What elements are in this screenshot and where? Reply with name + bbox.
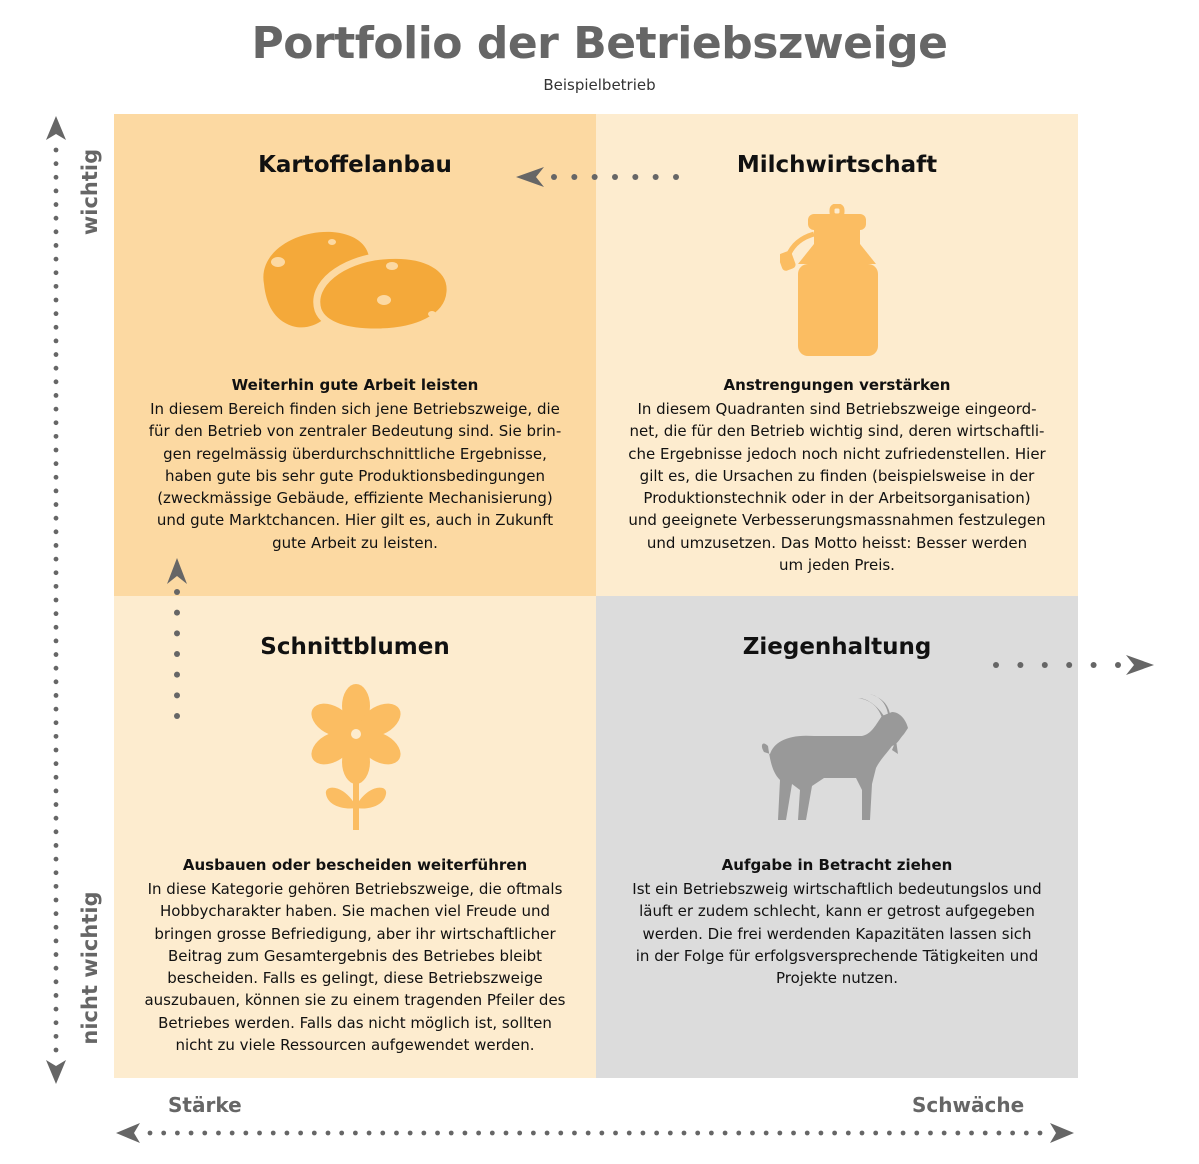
arrow-dot: [54, 748, 59, 753]
arrow-dot: [243, 1131, 248, 1136]
quadrant-heading: Ausbauen oder bescheiden weiterführen: [182, 856, 528, 874]
arrow-dot: [421, 1131, 426, 1136]
text-line: und gute Marktchancen. Hier gilt es, auch in Zukunft: [156, 511, 554, 530]
arrow-dot: [54, 789, 59, 794]
arrow-dot: [285, 1131, 290, 1136]
text-line: gen regelmässig überdurchschnittliche Ergebnisse,: [163, 444, 547, 463]
arrow-dot: [54, 420, 59, 425]
arrow-dot: [54, 939, 59, 944]
x-axis-right-label: Schwäche: [912, 1093, 1025, 1117]
arrow-dot: [54, 489, 59, 494]
arrow-dot: [54, 802, 59, 807]
arrow-dot: [54, 161, 59, 166]
text-line: In diese Kategorie gehören Betriebszweige, die oftmals: [147, 880, 563, 898]
text-line: auszubauen, können sie zu einem tragenden Pfeiler des: [144, 991, 566, 1010]
arrow-dot: [174, 672, 180, 678]
arrow-dot: [54, 270, 59, 275]
arrow-dot: [54, 339, 59, 344]
arrow-dot: [161, 1131, 166, 1136]
arrow-dot: [928, 1131, 933, 1136]
vertical-axis-arrow: [46, 116, 66, 1084]
arrow-dot: [54, 502, 59, 507]
arrow-dot: [54, 202, 59, 207]
arrow-dot: [54, 393, 59, 398]
arrow-dot: [476, 1131, 481, 1136]
text-line: um jeden Preis.: [779, 556, 895, 575]
quadrant-heading: Anstrengungen verstärken: [723, 376, 951, 394]
arrow-dot: [54, 325, 59, 330]
arrow-dot: [54, 1034, 59, 1039]
arrow-dot: [54, 884, 59, 889]
arrow-dot: [54, 257, 59, 262]
arrow-dot: [54, 625, 59, 630]
arrow-dot: [54, 216, 59, 221]
arrow-dot: [435, 1131, 440, 1136]
arrow-dot: [653, 174, 659, 180]
arrow-dot: [1038, 1131, 1043, 1136]
arrow-dot: [54, 352, 59, 357]
arrow-dot: [54, 175, 59, 180]
arrow-dot: [216, 1131, 221, 1136]
arrow-dot: [805, 1131, 810, 1136]
arrow-dot: [54, 543, 59, 548]
y-axis-top-label: wichtig: [78, 148, 102, 236]
arrow-dot: [1042, 662, 1048, 668]
arrow-dot: [54, 461, 59, 466]
arrow-dot: [54, 925, 59, 930]
arrow-dot: [54, 979, 59, 984]
text-line: für den Betrieb von zentraler Bedeutung sind. Sie brin-: [148, 422, 562, 441]
arrow-dot: [1066, 662, 1072, 668]
arrow-dot: [791, 1131, 796, 1136]
arrow-dot: [271, 1131, 276, 1136]
arrow-dot: [545, 1131, 550, 1136]
arrow-dot: [54, 857, 59, 862]
arrow-dot: [599, 1131, 604, 1136]
arrow-dot: [54, 1007, 59, 1012]
arrow-dot: [54, 707, 59, 712]
arrow-dot: [993, 662, 999, 668]
page-subtitle: Beispielbetrieb: [543, 76, 656, 94]
arrow-dot: [54, 598, 59, 603]
arrow-dot: [955, 1131, 960, 1136]
page-title: Portfolio der Betriebszweige: [251, 18, 948, 69]
arrow-dot: [174, 651, 180, 657]
arrow-dot: [54, 189, 59, 194]
text-line: läuft er zudem schlecht, kann er getrost aufgegeben: [639, 902, 1035, 921]
text-line: bringen grosse Befriedigung, aber ihr wirtschaftlicher: [154, 924, 556, 943]
arrow-dot: [54, 775, 59, 780]
arrow-dot: [571, 174, 577, 180]
arrow-dot: [654, 1131, 659, 1136]
arrow-dot: [54, 679, 59, 684]
text-line: haben gute bis sehr gute Produktionsbedingungen: [164, 466, 546, 485]
arrow-dot: [997, 1131, 1002, 1136]
arrow-dot: [353, 1131, 358, 1136]
arrow-dot: [517, 1131, 522, 1136]
arrow-dot: [54, 898, 59, 903]
text-line: net, die für den Betrieb wichtig sind, deren wirtschaftli-: [629, 422, 1045, 441]
arrow-dot: [174, 589, 180, 595]
quadrant-title: Ziegenhaltung: [742, 634, 932, 660]
arrow-dot: [54, 816, 59, 821]
arrow-dot: [54, 448, 59, 453]
arrow-dot: [632, 174, 638, 180]
arrow-dot: [1024, 1131, 1029, 1136]
arrow-dot: [54, 434, 59, 439]
text-line: Projekte nutzen.: [775, 969, 899, 988]
arrow-dot: [174, 713, 180, 719]
text-line: gilt es, die Ursachen zu finden (beispielsweise in der: [639, 466, 1035, 485]
quadrant-title: Milchwirtschaft: [736, 152, 938, 178]
arrow-dot: [723, 1131, 728, 1136]
arrow-dot: [54, 584, 59, 589]
arrow-dot: [175, 1131, 180, 1136]
text-line: che Ergebnisse jedoch noch nicht zufriedenstellen. Hier: [628, 444, 1046, 463]
arrow-dot: [54, 829, 59, 834]
text-line: Betriebes werden. Falls das nicht möglich ist, sollten: [158, 1013, 552, 1032]
arrow-dot: [54, 570, 59, 575]
quadrant-title: Kartoffelanbau: [258, 152, 452, 178]
arrow-dot: [54, 639, 59, 644]
arrow-dot: [174, 610, 180, 616]
arrow-dot: [54, 243, 59, 248]
arrow-dot: [709, 1131, 714, 1136]
arrow-dot: [1115, 662, 1121, 668]
arrow-dot: [54, 148, 59, 153]
arrow-dot: [627, 1131, 632, 1136]
arrow-up-to-kartoffelanbau: [167, 558, 187, 719]
arrow-dot: [54, 1048, 59, 1053]
arrow-dot: [764, 1131, 769, 1136]
arrow-dot: [592, 174, 598, 180]
arrow-dot: [914, 1131, 919, 1136]
text-line: In diesem Quadranten sind Betriebszweige eingeord-: [637, 400, 1037, 418]
arrow-dot: [312, 1131, 317, 1136]
arrow-dot: [736, 1131, 741, 1136]
arrow-dot: [54, 734, 59, 739]
text-line: und geeignete Verbesserungsmassnahmen festzulegen: [628, 511, 1046, 530]
arrow-dot: [408, 1131, 413, 1136]
arrow-dot: [54, 284, 59, 289]
arrow-dot: [673, 174, 679, 180]
text-line: in der Folge für erfolgsversprechende Tätigkeiten und: [635, 946, 1039, 965]
arrow-out-ziegenhaltung: [993, 655, 1154, 675]
arrow-dot: [613, 1131, 618, 1136]
text-line: gute Arbeit zu leisten.: [272, 533, 438, 552]
text-line: Ist ein Betriebszweig wirtschaftlich bedeutungslos und: [632, 880, 1042, 898]
arrow-dot: [612, 174, 618, 180]
arrow-dot: [54, 529, 59, 534]
arrow-dot: [668, 1131, 673, 1136]
x-axis-left-label: Stärke: [168, 1093, 242, 1117]
arrow-dot: [54, 870, 59, 875]
arrow-dot: [1091, 662, 1097, 668]
arrow-dot: [551, 174, 557, 180]
arrow-dot: [54, 557, 59, 562]
text-line: werden. Die frei werdenden Kapazitäten lassen sich: [642, 924, 1032, 943]
arrow-dot: [54, 516, 59, 521]
text-line: Produktionstechnik oder in der Arbeitsorganisation): [643, 489, 1031, 508]
arrow-dot: [572, 1131, 577, 1136]
arrow-dot: [558, 1131, 563, 1136]
arrow-dot: [750, 1131, 755, 1136]
arrow-dot: [873, 1131, 878, 1136]
quadrant-heading: Weiterhin gute Arbeit leisten: [231, 376, 479, 394]
arrow-dot: [298, 1131, 303, 1136]
arrow-dot: [148, 1131, 153, 1136]
arrow-dot: [54, 911, 59, 916]
arrow-dot: [641, 1131, 646, 1136]
arrow-dot: [54, 952, 59, 957]
arrow-dot: [531, 1131, 536, 1136]
arrow-dot: [54, 229, 59, 234]
arrow-dot: [54, 761, 59, 766]
arrow-dot: [54, 993, 59, 998]
arrow-dot: [339, 1131, 344, 1136]
arrow-dot: [887, 1131, 892, 1136]
arrow-dot: [54, 693, 59, 698]
arrow-dot: [942, 1131, 947, 1136]
arrow-dot: [380, 1131, 385, 1136]
arrow-dot: [394, 1131, 399, 1136]
arrow-dot: [969, 1131, 974, 1136]
horizontal-axis-arrow: [116, 1123, 1074, 1143]
arrow-dot: [490, 1131, 495, 1136]
arrow-dot: [832, 1131, 837, 1136]
arrow-dot: [202, 1131, 207, 1136]
arrow-dot: [54, 720, 59, 725]
arrow-dot: [682, 1131, 687, 1136]
quadrant-title: Schnittblumen: [260, 634, 450, 660]
arrow-dot: [54, 1020, 59, 1025]
arrow-dot: [367, 1131, 372, 1136]
arrow-dot: [1010, 1131, 1015, 1136]
arrow-dot: [54, 966, 59, 971]
arrow-dot: [189, 1131, 194, 1136]
arrow-to-kartoffelanbau: [516, 167, 679, 187]
arrow-dot: [54, 611, 59, 616]
arrow-dot: [174, 630, 180, 636]
arrow-dot: [586, 1131, 591, 1136]
text-line: und umzusetzen. Das Motto heisst: Besser werden: [646, 533, 1028, 552]
arrow-dot: [54, 652, 59, 657]
arrow-dot: [846, 1131, 851, 1136]
arrow-dot: [777, 1131, 782, 1136]
arrow-dot: [860, 1131, 865, 1136]
arrow-dot: [230, 1131, 235, 1136]
arrow-dot: [54, 298, 59, 303]
text-line: In diesem Bereich finden sich jene Betriebszweige, die: [150, 400, 560, 418]
text-line: nicht zu viele Ressourcen aufgewendet werden.: [175, 1036, 535, 1055]
arrow-dot: [449, 1131, 454, 1136]
arrow-dot: [174, 692, 180, 698]
arrow-dot: [54, 666, 59, 671]
arrow-dot: [54, 407, 59, 412]
quadrant-heading: Aufgabe in Betracht ziehen: [721, 856, 953, 874]
text-line: Hobbycharakter haben. Sie machen viel Freude und: [159, 902, 551, 921]
text-line: (zweckmässige Gebäude, effiziente Mechanisierung): [157, 489, 553, 508]
y-axis-bottom-label: nicht wichtig: [78, 891, 102, 1045]
text-line: Beitrag zum Gesamtergebnis des Betriebes bleibt: [167, 946, 543, 965]
arrow-dot: [695, 1131, 700, 1136]
arrow-dot: [54, 475, 59, 480]
arrow-dot: [1017, 662, 1023, 668]
arrow-dot: [54, 379, 59, 384]
arrow-dot: [54, 843, 59, 848]
arrow-dot: [504, 1131, 509, 1136]
arrow-dot: [901, 1131, 906, 1136]
arrow-dot: [463, 1131, 468, 1136]
text-line: bescheiden. Falls es gelingt, diese Betriebszweige: [167, 969, 543, 988]
arrow-dot: [983, 1131, 988, 1136]
arrow-dot: [54, 366, 59, 371]
arrow-dot: [257, 1131, 262, 1136]
arrow-dot: [54, 311, 59, 316]
arrow-dot: [326, 1131, 331, 1136]
arrow-dot: [819, 1131, 824, 1136]
